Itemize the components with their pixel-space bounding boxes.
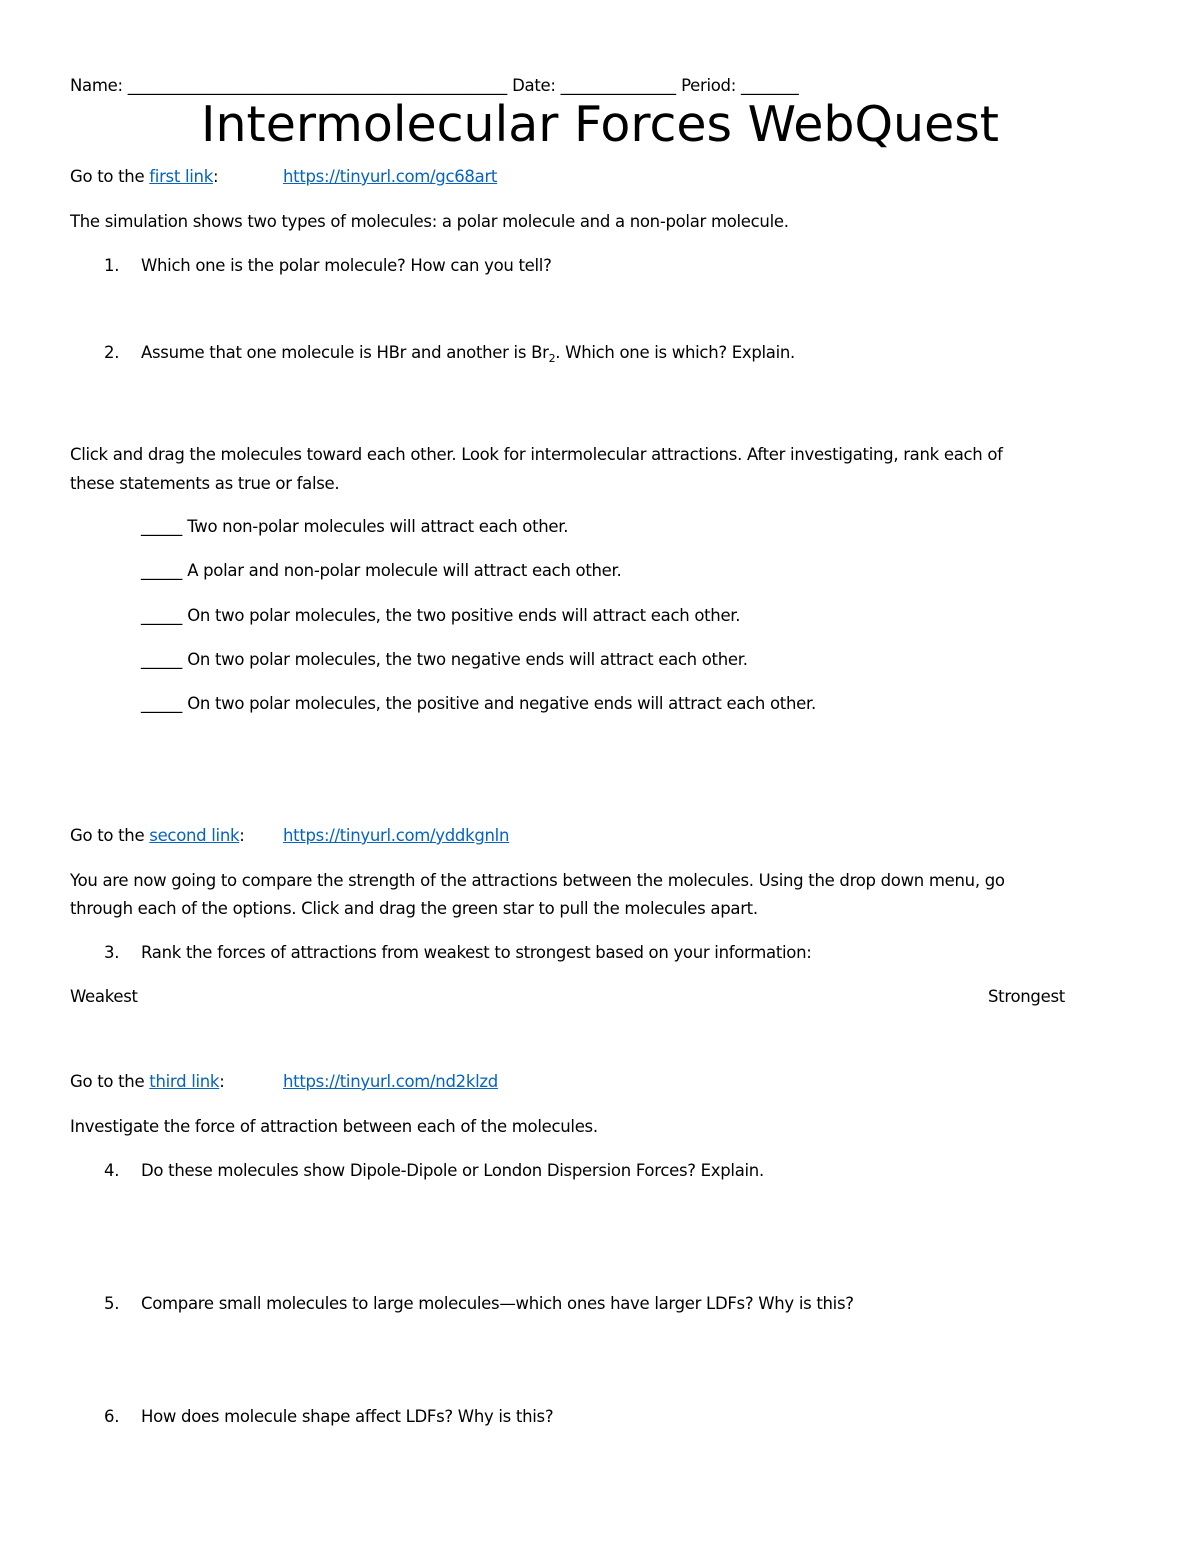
answer-blank[interactable]: _____ [141, 694, 183, 713]
header-fields [70, 76, 799, 95]
section2-intro-line-2: through each of the options. Click and drag the green star to pull the molecules apart. [70, 899, 758, 918]
first-link[interactable]: first link [149, 167, 213, 186]
question-2-rest: . Which one is which? Explain. [555, 343, 796, 362]
statement-row [141, 606, 740, 625]
go-to-prefix: Go to the [70, 1072, 145, 1091]
period-field[interactable]: _______ [740, 76, 799, 95]
question-4-number: 4. [104, 1161, 120, 1180]
third-link-line [70, 1072, 224, 1091]
statement-text: On two polar molecules, the two positive ends will attract each other. [187, 606, 741, 625]
date-label: Date: [512, 76, 556, 95]
first-link-line [70, 167, 218, 186]
question-6-number: 6. [104, 1407, 120, 1426]
question-4: Do these molecules show Dipole-Dipole or London Dispersion Forces? Explain. [141, 1161, 764, 1180]
statement-text: A polar and non-polar molecule will attract each other. [187, 561, 622, 580]
question-1: Which one is the polar molecule? How can you tell? [141, 256, 552, 275]
answer-blank[interactable]: _____ [141, 517, 183, 536]
question-1-number: 1. [104, 256, 120, 275]
colon: : [212, 167, 219, 186]
name-label: Name: [70, 76, 123, 95]
subscript: 2 [548, 352, 556, 365]
question-3-number: 3. [104, 943, 120, 962]
statement-text: Two non-polar molecules will attract each other. [187, 517, 569, 536]
statement-row [141, 561, 621, 580]
question-5-number: 5. [104, 1294, 120, 1313]
question-2-number: 2. [104, 343, 120, 362]
second-link-line [70, 826, 245, 845]
colon: : [239, 826, 245, 845]
question-3: Rank the forces of attractions from weakest to strongest based on your information: [141, 943, 812, 962]
third-link-url[interactable]: https://tinyurl.com/nd2klzd [283, 1072, 498, 1091]
strongest-label: Strongest [988, 987, 1065, 1006]
weakest-label: Weakest [70, 987, 138, 1006]
second-link[interactable]: second link [149, 826, 240, 845]
answer-blank[interactable]: _____ [141, 606, 183, 625]
answer-blank[interactable]: _____ [141, 650, 183, 669]
page-title: Intermolecular Forces WebQuest [201, 96, 999, 153]
statement-row [141, 517, 568, 536]
instruction-line-2: these statements as true or false. [70, 474, 340, 493]
period-label: Period: [681, 76, 736, 95]
third-link[interactable]: third link [149, 1072, 220, 1091]
date-field[interactable]: ______________ [560, 76, 677, 95]
name-field[interactable]: ______________________________________________ [127, 76, 508, 95]
statement-text: On two polar molecules, the positive and negative ends will attract each other. [187, 694, 816, 713]
question-5: Compare small molecules to large molecules—which ones have larger LDFs? Why is this? [141, 1294, 854, 1313]
question-2 [141, 343, 796, 365]
statement-text: On two polar molecules, the two negative ends will attract each other. [187, 650, 748, 669]
instruction-line-1: Click and drag the molecules toward each other. Look for intermolecular attractions. After investigating, rank each of [70, 445, 1003, 464]
colon: : [219, 1072, 225, 1091]
section3-intro: Investigate the force of attraction between each of the molecules. [70, 1117, 598, 1136]
answer-blank[interactable]: _____ [141, 561, 183, 580]
go-to-prefix: Go to the [70, 167, 145, 186]
section2-intro-line-1: You are now going to compare the strength of the attractions between the molecules. Using the drop down menu, go [70, 871, 1005, 890]
statement-row [141, 650, 748, 669]
question-6: How does molecule shape affect LDFs? Why is this? [141, 1407, 554, 1426]
go-to-prefix: Go to the [70, 826, 145, 845]
first-link-url[interactable]: https://tinyurl.com/gc68art [283, 167, 498, 186]
second-link-url[interactable]: https://tinyurl.com/yddkgnln [283, 826, 510, 845]
statement-row [141, 694, 816, 713]
question-2-text: Assume that one molecule is HBr and another is Br [141, 343, 549, 362]
section1-intro: The simulation shows two types of molecules: a polar molecule and a non-polar molecule. [70, 212, 789, 231]
